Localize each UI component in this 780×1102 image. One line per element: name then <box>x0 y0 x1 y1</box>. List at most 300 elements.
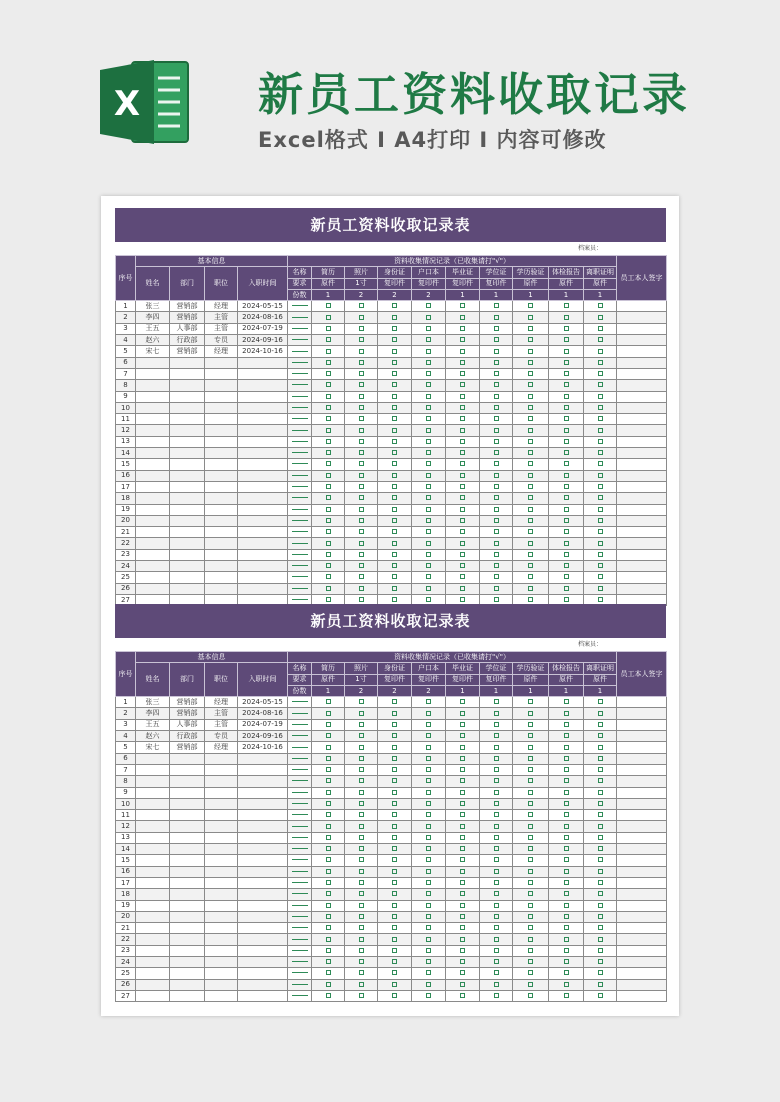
checkbox-icon[interactable] <box>392 948 397 953</box>
checkbox-cell[interactable] <box>412 719 446 730</box>
checkbox-cell[interactable] <box>549 312 584 323</box>
checkbox-cell[interactable] <box>513 583 549 594</box>
checkbox-cell[interactable] <box>345 776 378 787</box>
checkbox-cell[interactable] <box>549 436 584 447</box>
checkbox-icon[interactable] <box>392 586 397 591</box>
checkbox-icon[interactable] <box>359 507 364 512</box>
checkbox-icon[interactable] <box>326 801 331 806</box>
checkbox-cell[interactable] <box>312 357 345 368</box>
cell-dept[interactable] <box>170 979 205 990</box>
checkbox-icon[interactable] <box>528 756 533 761</box>
checkbox-icon[interactable] <box>564 473 569 478</box>
checkbox-cell[interactable] <box>584 855 617 866</box>
checkbox-icon[interactable] <box>598 846 603 851</box>
checkbox-icon[interactable] <box>326 382 331 387</box>
checkbox-icon[interactable] <box>460 337 465 342</box>
checkbox-icon[interactable] <box>528 959 533 964</box>
checkbox-cell[interactable] <box>549 504 584 515</box>
cell-position[interactable] <box>205 787 238 798</box>
cell-date[interactable] <box>238 923 288 934</box>
checkbox-cell[interactable] <box>549 470 584 481</box>
checkbox-icon[interactable] <box>494 405 499 410</box>
checkbox-icon[interactable] <box>460 450 465 455</box>
checkbox-cell[interactable] <box>345 900 378 911</box>
checkbox-cell[interactable] <box>412 731 446 742</box>
checkbox-icon[interactable] <box>460 416 465 421</box>
checkbox-cell[interactable] <box>378 357 412 368</box>
checkbox-icon[interactable] <box>598 552 603 557</box>
cell-dept[interactable] <box>170 436 205 447</box>
checkbox-cell[interactable] <box>412 832 446 843</box>
cell-dept[interactable] <box>170 583 205 594</box>
checkbox-icon[interactable] <box>326 394 331 399</box>
checkbox-cell[interactable] <box>345 810 378 821</box>
checkbox-icon[interactable] <box>494 699 499 704</box>
checkbox-icon[interactable] <box>359 416 364 421</box>
checkbox-cell[interactable] <box>446 549 480 560</box>
checkbox-icon[interactable] <box>359 790 364 795</box>
cell-date[interactable] <box>238 832 288 843</box>
checkbox-cell[interactable] <box>584 764 617 775</box>
checkbox-icon[interactable] <box>392 315 397 320</box>
checkbox-icon[interactable] <box>359 484 364 489</box>
cell-name[interactable] <box>136 448 170 459</box>
checkbox-icon[interactable] <box>392 416 397 421</box>
checkbox-cell[interactable] <box>378 968 412 979</box>
checkbox-icon[interactable] <box>564 993 569 998</box>
checkbox-icon[interactable] <box>326 722 331 727</box>
checkbox-icon[interactable] <box>564 597 569 602</box>
checkbox-cell[interactable] <box>378 731 412 742</box>
cell-dept[interactable] <box>170 391 205 402</box>
checkbox-cell[interactable] <box>480 742 513 753</box>
checkbox-icon[interactable] <box>460 756 465 761</box>
cell-name[interactable]: 李四 <box>136 708 170 719</box>
checkbox-cell[interactable] <box>412 776 446 787</box>
checkbox-icon[interactable] <box>494 857 499 862</box>
checkbox-icon[interactable] <box>528 495 533 500</box>
cell-date[interactable] <box>238 470 288 481</box>
checkbox-cell[interactable] <box>446 787 480 798</box>
checkbox-icon[interactable] <box>494 767 499 772</box>
cell-name[interactable] <box>136 776 170 787</box>
checkbox-icon[interactable] <box>494 303 499 308</box>
checkbox-cell[interactable] <box>513 561 549 572</box>
checkbox-icon[interactable] <box>359 699 364 704</box>
checkbox-cell[interactable] <box>513 979 549 990</box>
checkbox-icon[interactable] <box>392 824 397 829</box>
checkbox-icon[interactable] <box>426 326 431 331</box>
checkbox-cell[interactable] <box>412 515 446 526</box>
checkbox-icon[interactable] <box>494 914 499 919</box>
signature-cell[interactable] <box>617 810 667 821</box>
checkbox-cell[interactable] <box>345 312 378 323</box>
checkbox-cell[interactable] <box>513 798 549 809</box>
checkbox-icon[interactable] <box>564 756 569 761</box>
checkbox-cell[interactable] <box>378 708 412 719</box>
checkbox-icon[interactable] <box>426 495 431 500</box>
checkbox-icon[interactable] <box>460 970 465 975</box>
checkbox-icon[interactable] <box>564 495 569 500</box>
checkbox-cell[interactable] <box>446 436 480 447</box>
checkbox-cell[interactable] <box>549 448 584 459</box>
checkbox-cell[interactable] <box>312 731 345 742</box>
checkbox-cell[interactable] <box>446 527 480 538</box>
cell-dept[interactable] <box>170 923 205 934</box>
checkbox-cell[interactable] <box>345 527 378 538</box>
checkbox-cell[interactable] <box>480 877 513 888</box>
checkbox-icon[interactable] <box>528 835 533 840</box>
cell-name[interactable] <box>136 945 170 956</box>
checkbox-cell[interactable] <box>549 561 584 572</box>
checkbox-icon[interactable] <box>494 416 499 421</box>
checkbox-icon[interactable] <box>528 349 533 354</box>
cell-dept[interactable] <box>170 549 205 560</box>
checkbox-icon[interactable] <box>359 745 364 750</box>
cell-position[interactable] <box>205 753 238 764</box>
cell-dept[interactable] <box>170 855 205 866</box>
checkbox-cell[interactable] <box>446 821 480 832</box>
checkbox-cell[interactable] <box>549 527 584 538</box>
checkbox-icon[interactable] <box>359 722 364 727</box>
checkbox-icon[interactable] <box>460 767 465 772</box>
checkbox-cell[interactable] <box>412 380 446 391</box>
checkbox-cell[interactable] <box>446 731 480 742</box>
checkbox-icon[interactable] <box>426 394 431 399</box>
checkbox-cell[interactable] <box>513 855 549 866</box>
checkbox-cell[interactable] <box>345 572 378 583</box>
checkbox-icon[interactable] <box>598 597 603 602</box>
checkbox-icon[interactable] <box>426 428 431 433</box>
checkbox-icon[interactable] <box>564 846 569 851</box>
checkbox-icon[interactable] <box>426 699 431 704</box>
checkbox-cell[interactable] <box>345 436 378 447</box>
checkbox-cell[interactable] <box>480 934 513 945</box>
cell-date[interactable] <box>238 990 288 1001</box>
checkbox-icon[interactable] <box>460 982 465 987</box>
cell-name[interactable] <box>136 402 170 413</box>
checkbox-cell[interactable] <box>378 832 412 843</box>
checkbox-cell[interactable] <box>412 470 446 481</box>
cell-dept[interactable] <box>170 368 205 379</box>
cell-position[interactable]: 主管 <box>205 312 238 323</box>
checkbox-cell[interactable] <box>378 990 412 1001</box>
checkbox-cell[interactable] <box>378 493 412 504</box>
checkbox-icon[interactable] <box>564 360 569 365</box>
cell-position[interactable] <box>205 866 238 877</box>
checkbox-cell[interactable] <box>312 821 345 832</box>
cell-position[interactable] <box>205 414 238 425</box>
signature-cell[interactable] <box>617 731 667 742</box>
cell-dept[interactable] <box>170 776 205 787</box>
signature-cell[interactable] <box>617 821 667 832</box>
checkbox-icon[interactable] <box>460 586 465 591</box>
checkbox-cell[interactable] <box>378 787 412 798</box>
checkbox-icon[interactable] <box>564 891 569 896</box>
checkbox-cell[interactable] <box>412 855 446 866</box>
checkbox-icon[interactable] <box>359 495 364 500</box>
signature-cell[interactable] <box>617 368 667 379</box>
checkbox-icon[interactable] <box>564 982 569 987</box>
checkbox-icon[interactable] <box>426 484 431 489</box>
cell-dept[interactable] <box>170 957 205 968</box>
checkbox-icon[interactable] <box>494 733 499 738</box>
checkbox-cell[interactable] <box>345 742 378 753</box>
checkbox-icon[interactable] <box>326 541 331 546</box>
checkbox-icon[interactable] <box>598 349 603 354</box>
checkbox-icon[interactable] <box>564 529 569 534</box>
checkbox-cell[interactable] <box>513 708 549 719</box>
checkbox-icon[interactable] <box>528 948 533 953</box>
checkbox-icon[interactable] <box>494 461 499 466</box>
checkbox-icon[interactable] <box>359 360 364 365</box>
signature-cell[interactable] <box>617 787 667 798</box>
cell-dept[interactable] <box>170 538 205 549</box>
checkbox-cell[interactable] <box>513 742 549 753</box>
checkbox-icon[interactable] <box>426 360 431 365</box>
cell-position[interactable] <box>205 391 238 402</box>
checkbox-icon[interactable] <box>460 382 465 387</box>
cell-name[interactable] <box>136 855 170 866</box>
checkbox-icon[interactable] <box>359 326 364 331</box>
checkbox-icon[interactable] <box>598 857 603 862</box>
checkbox-cell[interactable] <box>446 979 480 990</box>
checkbox-cell[interactable] <box>446 900 480 911</box>
checkbox-icon[interactable] <box>528 970 533 975</box>
cell-date[interactable] <box>238 979 288 990</box>
checkbox-cell[interactable] <box>312 945 345 956</box>
checkbox-icon[interactable] <box>528 993 533 998</box>
checkbox-icon[interactable] <box>598 914 603 919</box>
checkbox-icon[interactable] <box>528 416 533 421</box>
checkbox-icon[interactable] <box>426 767 431 772</box>
cell-position[interactable] <box>205 459 238 470</box>
cell-date[interactable] <box>238 945 288 956</box>
checkbox-cell[interactable] <box>412 504 446 515</box>
cell-date[interactable] <box>238 414 288 425</box>
cell-name[interactable]: 张三 <box>136 301 170 312</box>
signature-cell[interactable] <box>617 493 667 504</box>
checkbox-cell[interactable] <box>345 368 378 379</box>
checkbox-icon[interactable] <box>564 337 569 342</box>
signature-cell[interactable] <box>617 380 667 391</box>
checkbox-cell[interactable] <box>513 538 549 549</box>
checkbox-cell[interactable] <box>549 990 584 1001</box>
checkbox-cell[interactable] <box>513 889 549 900</box>
checkbox-icon[interactable] <box>564 970 569 975</box>
checkbox-icon[interactable] <box>460 371 465 376</box>
checkbox-cell[interactable] <box>584 583 617 594</box>
cell-dept[interactable] <box>170 877 205 888</box>
checkbox-cell[interactable] <box>549 346 584 357</box>
checkbox-icon[interactable] <box>359 597 364 602</box>
checkbox-icon[interactable] <box>359 835 364 840</box>
checkbox-icon[interactable] <box>392 303 397 308</box>
checkbox-cell[interactable] <box>513 731 549 742</box>
checkbox-icon[interactable] <box>460 948 465 953</box>
checkbox-cell[interactable] <box>513 493 549 504</box>
checkbox-icon[interactable] <box>359 970 364 975</box>
checkbox-cell[interactable] <box>480 968 513 979</box>
cell-name[interactable] <box>136 515 170 526</box>
checkbox-icon[interactable] <box>359 711 364 716</box>
checkbox-cell[interactable] <box>378 549 412 560</box>
checkbox-icon[interactable] <box>564 711 569 716</box>
cell-date[interactable] <box>238 493 288 504</box>
cell-dept[interactable] <box>170 798 205 809</box>
cell-date[interactable]: 2024-10-16 <box>238 742 288 753</box>
checkbox-icon[interactable] <box>528 552 533 557</box>
cell-date[interactable] <box>238 425 288 436</box>
signature-cell[interactable] <box>617 402 667 413</box>
signature-cell[interactable] <box>617 504 667 515</box>
cell-dept[interactable] <box>170 889 205 900</box>
checkbox-cell[interactable] <box>378 866 412 877</box>
checkbox-icon[interactable] <box>564 574 569 579</box>
checkbox-cell[interactable] <box>378 335 412 346</box>
checkbox-icon[interactable] <box>326 778 331 783</box>
checkbox-cell[interactable] <box>446 844 480 855</box>
cell-date[interactable] <box>238 957 288 968</box>
checkbox-icon[interactable] <box>494 586 499 591</box>
checkbox-cell[interactable] <box>312 708 345 719</box>
checkbox-cell[interactable] <box>378 380 412 391</box>
checkbox-cell[interactable] <box>312 515 345 526</box>
checkbox-icon[interactable] <box>528 428 533 433</box>
cell-position[interactable] <box>205 527 238 538</box>
checkbox-icon[interactable] <box>494 495 499 500</box>
checkbox-icon[interactable] <box>564 416 569 421</box>
checkbox-cell[interactable] <box>378 448 412 459</box>
checkbox-icon[interactable] <box>392 337 397 342</box>
checkbox-icon[interactable] <box>528 507 533 512</box>
cell-position[interactable] <box>205 583 238 594</box>
checkbox-cell[interactable] <box>312 776 345 787</box>
checkbox-icon[interactable] <box>494 473 499 478</box>
checkbox-cell[interactable] <box>378 425 412 436</box>
cell-dept[interactable] <box>170 753 205 764</box>
checkbox-icon[interactable] <box>528 371 533 376</box>
checkbox-cell[interactable] <box>584 561 617 572</box>
checkbox-cell[interactable] <box>584 787 617 798</box>
checkbox-cell[interactable] <box>412 312 446 323</box>
checkbox-icon[interactable] <box>598 439 603 444</box>
checkbox-icon[interactable] <box>564 382 569 387</box>
checkbox-cell[interactable] <box>584 414 617 425</box>
checkbox-icon[interactable] <box>598 699 603 704</box>
checkbox-icon[interactable] <box>326 959 331 964</box>
checkbox-icon[interactable] <box>494 948 499 953</box>
checkbox-cell[interactable] <box>549 323 584 334</box>
checkbox-cell[interactable] <box>312 538 345 549</box>
cell-date[interactable] <box>238 481 288 492</box>
checkbox-icon[interactable] <box>528 382 533 387</box>
checkbox-icon[interactable] <box>326 869 331 874</box>
checkbox-icon[interactable] <box>426 756 431 761</box>
signature-cell[interactable] <box>617 346 667 357</box>
cell-dept[interactable] <box>170 911 205 922</box>
checkbox-cell[interactable] <box>446 380 480 391</box>
checkbox-icon[interactable] <box>494 529 499 534</box>
cell-date[interactable]: 2024-07-19 <box>238 323 288 334</box>
checkbox-cell[interactable] <box>312 323 345 334</box>
checkbox-icon[interactable] <box>392 484 397 489</box>
checkbox-cell[interactable] <box>378 911 412 922</box>
checkbox-icon[interactable] <box>426 461 431 466</box>
checkbox-cell[interactable] <box>378 719 412 730</box>
checkbox-icon[interactable] <box>460 303 465 308</box>
checkbox-icon[interactable] <box>326 711 331 716</box>
checkbox-cell[interactable] <box>378 301 412 312</box>
checkbox-cell[interactable] <box>513 990 549 1001</box>
checkbox-cell[interactable] <box>584 731 617 742</box>
signature-cell[interactable] <box>617 753 667 764</box>
cell-name[interactable]: 李四 <box>136 312 170 323</box>
cell-date[interactable] <box>238 866 288 877</box>
cell-dept[interactable] <box>170 832 205 843</box>
checkbox-icon[interactable] <box>392 778 397 783</box>
signature-cell[interactable] <box>617 527 667 538</box>
signature-cell[interactable] <box>617 911 667 922</box>
checkbox-cell[interactable] <box>378 481 412 492</box>
checkbox-icon[interactable] <box>359 869 364 874</box>
checkbox-cell[interactable] <box>312 798 345 809</box>
checkbox-icon[interactable] <box>494 745 499 750</box>
checkbox-cell[interactable] <box>312 753 345 764</box>
checkbox-icon[interactable] <box>598 767 603 772</box>
checkbox-cell[interactable] <box>412 957 446 968</box>
checkbox-icon[interactable] <box>359 371 364 376</box>
cell-dept[interactable] <box>170 402 205 413</box>
checkbox-icon[interactable] <box>460 541 465 546</box>
cell-dept[interactable]: 人事部 <box>170 719 205 730</box>
checkbox-cell[interactable] <box>584 459 617 470</box>
checkbox-cell[interactable] <box>345 979 378 990</box>
checkbox-icon[interactable] <box>426 711 431 716</box>
checkbox-icon[interactable] <box>426 835 431 840</box>
checkbox-cell[interactable] <box>345 425 378 436</box>
checkbox-icon[interactable] <box>326 315 331 320</box>
checkbox-icon[interactable] <box>460 790 465 795</box>
checkbox-cell[interactable] <box>513 945 549 956</box>
checkbox-cell[interactable] <box>412 448 446 459</box>
cell-position[interactable] <box>205 572 238 583</box>
checkbox-icon[interactable] <box>392 914 397 919</box>
checkbox-cell[interactable] <box>480 583 513 594</box>
checkbox-cell[interactable] <box>513 436 549 447</box>
checkbox-cell[interactable] <box>312 335 345 346</box>
checkbox-icon[interactable] <box>426 574 431 579</box>
checkbox-cell[interactable] <box>412 764 446 775</box>
checkbox-cell[interactable] <box>312 697 345 708</box>
checkbox-icon[interactable] <box>426 303 431 308</box>
checkbox-icon[interactable] <box>494 574 499 579</box>
checkbox-icon[interactable] <box>598 948 603 953</box>
checkbox-icon[interactable] <box>528 824 533 829</box>
cell-position[interactable] <box>205 481 238 492</box>
checkbox-icon[interactable] <box>326 903 331 908</box>
checkbox-icon[interactable] <box>359 880 364 885</box>
checkbox-cell[interactable] <box>446 742 480 753</box>
checkbox-cell[interactable] <box>312 459 345 470</box>
checkbox-icon[interactable] <box>460 360 465 365</box>
checkbox-icon[interactable] <box>598 495 603 500</box>
checkbox-icon[interactable] <box>564 733 569 738</box>
cell-name[interactable] <box>136 923 170 934</box>
cell-name[interactable]: 宋七 <box>136 346 170 357</box>
checkbox-icon[interactable] <box>359 315 364 320</box>
cell-date[interactable]: 2024-09-16 <box>238 731 288 742</box>
